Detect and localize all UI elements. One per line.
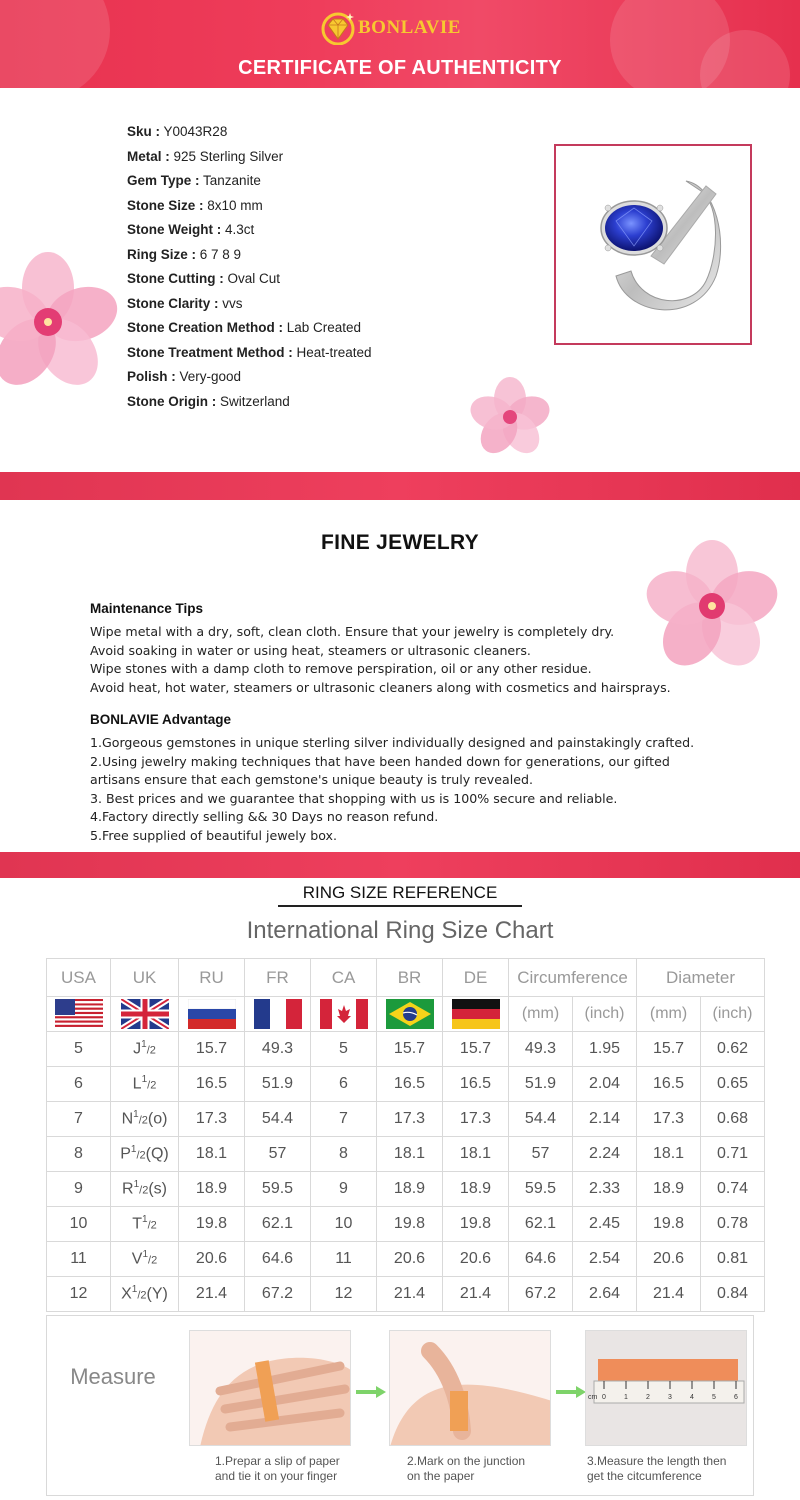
spec-label: Stone Cutting : bbox=[127, 271, 224, 286]
uk-size-alt: (Q) bbox=[145, 1145, 169, 1163]
advantage-heading: BONLAVIE Advantage bbox=[90, 712, 232, 727]
flag-cell bbox=[443, 997, 509, 1032]
table-cell: 18.9 bbox=[637, 1172, 701, 1207]
table-cell: 19.8 bbox=[443, 1207, 509, 1242]
spec-label: Sku : bbox=[127, 124, 161, 139]
table-row bbox=[47, 1102, 765, 1137]
half-numerator: 1 bbox=[133, 1109, 139, 1121]
spec-list bbox=[127, 120, 372, 414]
flag-cell bbox=[311, 997, 377, 1032]
half-numerator: 1 bbox=[141, 1039, 147, 1051]
table-cell: 7 bbox=[311, 1102, 377, 1137]
text-line: Avoid soaking in water or using heat, steamers or ultrasonic cleaners. bbox=[90, 642, 531, 658]
table-row bbox=[47, 1207, 765, 1242]
fine-jewelry-title: FINE JEWELRY bbox=[320, 531, 479, 554]
table-cell: 49.3 bbox=[509, 1032, 573, 1067]
table-cell: 7 bbox=[47, 1102, 111, 1137]
table-cell: 8 bbox=[47, 1137, 111, 1172]
half-numerator: 1 bbox=[130, 1144, 137, 1156]
half-numerator: 1 bbox=[133, 1179, 140, 1191]
table-cell: 0.78 bbox=[701, 1207, 765, 1242]
measure-step-1-caption bbox=[215, 1454, 340, 1484]
russia-flag-icon bbox=[188, 999, 236, 1029]
uk-size-cell bbox=[111, 1032, 179, 1067]
spec-row bbox=[127, 169, 372, 194]
table-cell: 0.84 bbox=[701, 1277, 765, 1312]
table-cell: 15.7 bbox=[637, 1032, 701, 1067]
measure-step-3-caption bbox=[587, 1454, 726, 1484]
table-cell: 2.54 bbox=[573, 1242, 637, 1277]
table-cell: 16.5 bbox=[377, 1067, 443, 1102]
spec-row bbox=[127, 267, 372, 292]
table-row bbox=[47, 1242, 765, 1277]
spec-value: Switzerland bbox=[216, 393, 290, 409]
table-cell: 2.24 bbox=[573, 1137, 637, 1172]
table-cell: 16.5 bbox=[179, 1067, 245, 1102]
table-row bbox=[47, 1067, 765, 1102]
table-cell: 0.74 bbox=[701, 1172, 765, 1207]
measure-section bbox=[46, 1315, 754, 1496]
spec-row bbox=[127, 292, 372, 317]
spec-value: 6 7 8 9 bbox=[196, 246, 242, 262]
header-banner bbox=[0, 0, 800, 88]
uk-size-letter: N bbox=[121, 1110, 134, 1128]
table-cell: 19.8 bbox=[179, 1207, 245, 1242]
uk-size-letter: J bbox=[133, 1040, 142, 1058]
table-cell: 16.5 bbox=[443, 1067, 509, 1102]
table-cell: 0.71 bbox=[701, 1137, 765, 1172]
table-cell: 20.6 bbox=[443, 1242, 509, 1277]
table-header-row bbox=[47, 959, 765, 997]
spec-value: 4.3ct bbox=[221, 222, 255, 237]
column-header: DE bbox=[443, 959, 509, 997]
certificate-title: CERTIFICATE OF AUTHENTICITY bbox=[238, 57, 562, 79]
ruler-tick: 1 bbox=[624, 1394, 628, 1401]
ruler-tick: 6 bbox=[734, 1394, 738, 1401]
spec-label: Stone Size : bbox=[127, 197, 204, 213]
table-cell: 21.4 bbox=[637, 1277, 701, 1312]
table-cell: 20.6 bbox=[179, 1242, 245, 1277]
text-line: artisans ensure that each gemstone's unique beauty is truly revealed. bbox=[90, 772, 533, 788]
table-cell: 0.65 bbox=[701, 1067, 765, 1102]
table-cell: 21.4 bbox=[179, 1277, 245, 1312]
canada-flag-icon bbox=[320, 999, 368, 1029]
table-cell: 2.04 bbox=[573, 1067, 637, 1102]
table-cell: 2.64 bbox=[573, 1277, 637, 1312]
flag-cell bbox=[245, 997, 311, 1032]
table-cell: 21.4 bbox=[377, 1277, 443, 1312]
text-line: 3. Best prices and we guarantee that shopping with us is 100% secure and reliable. bbox=[90, 790, 618, 806]
spec-row bbox=[127, 390, 372, 415]
ring-product-image bbox=[556, 146, 750, 343]
measure-label: Measure bbox=[70, 1364, 156, 1389]
uk-size-letter: T bbox=[132, 1215, 143, 1233]
column-header: USA bbox=[47, 959, 111, 997]
spec-label: Stone Weight : bbox=[127, 222, 222, 237]
caption-line: 1.Prepar a slip of paper bbox=[215, 1454, 340, 1468]
spec-value: Tanzanite bbox=[199, 173, 261, 188]
ruler-tick: 5 bbox=[712, 1394, 716, 1401]
table-cell: 18.1 bbox=[179, 1137, 245, 1172]
column-header: UK bbox=[111, 959, 179, 997]
flag-cell bbox=[47, 997, 111, 1032]
text-line: 2.Using jewelry making techniques that have been handed down for generations, our gifted bbox=[90, 753, 670, 769]
table-cell: 6 bbox=[311, 1067, 377, 1102]
spec-value: Heat-treated bbox=[292, 344, 372, 360]
ring-size-reference-title: RING SIZE REFERENCE bbox=[278, 883, 522, 907]
spec-value: 925 Sterling Silver bbox=[169, 148, 284, 164]
half-denominator: /2 bbox=[139, 1184, 149, 1197]
germany-flag-icon bbox=[452, 999, 500, 1029]
table-cell: 64.6 bbox=[245, 1242, 311, 1277]
mark-paper-icon bbox=[390, 1331, 551, 1446]
text-line: Wipe metal with a dry, soft, clean cloth. Ensure that your jewelry is completely dry. bbox=[90, 624, 615, 639]
table-cell: 17.3 bbox=[179, 1102, 245, 1137]
caption-line: 3.Measure the length then bbox=[587, 1454, 727, 1468]
ruler-tick: 0 bbox=[602, 1394, 606, 1401]
half-denominator: /2 bbox=[147, 1079, 157, 1092]
table-cell: 9 bbox=[47, 1172, 111, 1207]
ruler-unit: cm bbox=[588, 1394, 598, 1401]
table-cell: 11 bbox=[47, 1242, 111, 1277]
pink-flower-decoration-icon bbox=[0, 250, 120, 390]
maintenance-heading: Maintenance Tips bbox=[90, 601, 204, 616]
table-cell: 5 bbox=[311, 1032, 377, 1067]
table-cell: 49.3 bbox=[245, 1032, 311, 1067]
uk-size-cell bbox=[111, 1242, 179, 1277]
brazil-flag-icon bbox=[386, 999, 434, 1029]
measure-step-3-image bbox=[585, 1330, 747, 1446]
table-cell: 59.5 bbox=[509, 1172, 573, 1207]
table-row bbox=[47, 1172, 765, 1207]
table-row bbox=[47, 1032, 765, 1067]
unit-header: (mm) bbox=[509, 997, 573, 1032]
spec-value: 8x10 mm bbox=[203, 197, 263, 213]
table-cell: 54.4 bbox=[245, 1102, 311, 1137]
uk-size-cell bbox=[111, 1137, 179, 1172]
table-cell: 10 bbox=[47, 1207, 111, 1242]
flag-cell bbox=[179, 997, 245, 1032]
table-cell: 19.8 bbox=[377, 1207, 443, 1242]
measure-step-1-image bbox=[189, 1330, 351, 1446]
flag-cell bbox=[377, 997, 443, 1032]
unit-header: (inch) bbox=[573, 997, 637, 1032]
advantage-list bbox=[90, 734, 694, 846]
table-cell: 18.1 bbox=[637, 1137, 701, 1172]
spec-row bbox=[127, 243, 372, 268]
brand-name: BONLAVIE bbox=[358, 17, 461, 38]
spec-label: Metal : bbox=[127, 148, 170, 164]
chart-title: International Ring Size Chart bbox=[246, 917, 554, 944]
half-denominator: /2 bbox=[138, 1114, 148, 1127]
ruler-tick: 2 bbox=[646, 1394, 650, 1401]
spec-value: Lab Created bbox=[283, 320, 362, 335]
hand-wrap-paper-icon bbox=[190, 1331, 351, 1446]
spec-label: Stone Creation Method : bbox=[127, 320, 283, 335]
column-header: Diameter bbox=[637, 959, 765, 997]
column-header: Circumference bbox=[509, 959, 637, 997]
half-denominator: /2 bbox=[146, 1044, 156, 1057]
table-cell: 6 bbox=[47, 1067, 111, 1102]
table-cell: 12 bbox=[311, 1277, 377, 1312]
unit-header: (inch) bbox=[701, 997, 765, 1032]
small-flower-decoration-icon bbox=[465, 372, 555, 462]
text-line: 1.Gorgeous gemstones in unique sterling silver individually designed and painstakingly crafted. bbox=[90, 735, 695, 750]
spec-label: Polish : bbox=[127, 369, 176, 384]
table-cell: 67.2 bbox=[245, 1277, 311, 1312]
table-cell: 2.14 bbox=[573, 1102, 637, 1137]
uk-size-letter: P bbox=[120, 1145, 131, 1163]
uk-size-cell bbox=[111, 1277, 179, 1312]
uk-flag-icon bbox=[121, 999, 169, 1029]
ruler-tick: 4 bbox=[690, 1394, 694, 1401]
table-cell: 18.1 bbox=[377, 1137, 443, 1172]
spec-value: Oval Cut bbox=[223, 271, 281, 286]
uk-size-letter: X bbox=[121, 1285, 132, 1303]
uk-size-cell bbox=[111, 1207, 179, 1242]
uk-size-letter: R bbox=[122, 1180, 134, 1198]
table-cell: 15.7 bbox=[179, 1032, 245, 1067]
product-image-frame bbox=[554, 144, 752, 345]
ruler-tick: 3 bbox=[668, 1394, 672, 1401]
maintenance-tips bbox=[90, 623, 671, 697]
spec-row bbox=[127, 341, 372, 366]
table-cell: 19.8 bbox=[637, 1207, 701, 1242]
caption-line: get the citcumference bbox=[587, 1469, 702, 1483]
divider-banner-bottom bbox=[0, 852, 800, 878]
uk-size-alt: (s) bbox=[148, 1180, 167, 1198]
table-cell: 59.5 bbox=[245, 1172, 311, 1207]
half-numerator: 1 bbox=[142, 1214, 148, 1226]
table-cell: 17.3 bbox=[637, 1102, 701, 1137]
table-cell: 64.6 bbox=[509, 1242, 573, 1277]
uk-size-cell bbox=[111, 1102, 179, 1137]
table-cell: 1.95 bbox=[573, 1032, 637, 1067]
table-cell: 54.4 bbox=[509, 1102, 573, 1137]
half-numerator: 1 bbox=[131, 1284, 138, 1296]
table-row bbox=[47, 1277, 765, 1312]
flag-cell bbox=[111, 997, 179, 1032]
spec-label: Ring Size : bbox=[127, 246, 197, 262]
uk-size-letter: V bbox=[131, 1250, 143, 1268]
text-line: Avoid heat, hot water, steamers or ultrasonic cleaners along with cosmetics and hairsprays. bbox=[90, 679, 671, 695]
half-numerator: 1 bbox=[142, 1249, 149, 1261]
divider-banner bbox=[0, 472, 800, 500]
half-denominator: /2 bbox=[148, 1254, 158, 1267]
table-cell: 15.7 bbox=[443, 1032, 509, 1067]
brand-logo bbox=[320, 8, 461, 48]
table-cell: 62.1 bbox=[245, 1207, 311, 1242]
half-numerator: 1 bbox=[141, 1074, 148, 1086]
usa-flag-icon bbox=[55, 999, 103, 1029]
caption-line: and tie it on your finger bbox=[215, 1469, 338, 1483]
table-cell: 51.9 bbox=[509, 1067, 573, 1102]
spec-row bbox=[127, 365, 372, 390]
measure-step-2-caption bbox=[407, 1454, 525, 1484]
ruler-icon bbox=[586, 1331, 747, 1446]
table-cell: 18.9 bbox=[443, 1172, 509, 1207]
table-cell: 11 bbox=[311, 1242, 377, 1277]
spec-row bbox=[127, 120, 372, 145]
table-cell: 67.2 bbox=[509, 1277, 573, 1312]
uk-size-cell bbox=[111, 1172, 179, 1207]
table-cell: 17.3 bbox=[443, 1102, 509, 1137]
table-cell: 57 bbox=[509, 1137, 573, 1172]
spec-row bbox=[127, 194, 372, 219]
spec-label: Stone Clarity : bbox=[127, 295, 219, 311]
table-cell: 18.1 bbox=[443, 1137, 509, 1172]
half-denominator: /2 bbox=[147, 1219, 157, 1232]
table-cell: 0.68 bbox=[701, 1102, 765, 1137]
arrow-right-icon bbox=[556, 1386, 586, 1398]
spec-label: Stone Treatment Method : bbox=[127, 344, 293, 360]
uk-size-letter: L bbox=[132, 1075, 142, 1093]
half-denominator: /2 bbox=[136, 1149, 146, 1162]
ring-size-table bbox=[46, 958, 765, 1312]
spec-row bbox=[127, 145, 372, 170]
table-cell: 9 bbox=[311, 1172, 377, 1207]
table-cell: 0.81 bbox=[701, 1242, 765, 1277]
table-cell: 62.1 bbox=[509, 1207, 573, 1242]
table-cell: 20.6 bbox=[377, 1242, 443, 1277]
spec-value: vvs bbox=[218, 295, 243, 311]
france-flag-icon bbox=[254, 999, 302, 1029]
uk-size-alt: (o) bbox=[147, 1110, 168, 1128]
text-line: 5.Free supplied of beautiful jewely box. bbox=[90, 827, 337, 843]
table-cell: 2.45 bbox=[573, 1207, 637, 1242]
flag-row bbox=[47, 997, 765, 1032]
unit-header: (mm) bbox=[637, 997, 701, 1032]
uk-size-alt: (Y) bbox=[146, 1285, 168, 1303]
table-cell: 16.5 bbox=[637, 1067, 701, 1102]
table-cell: 51.9 bbox=[245, 1067, 311, 1102]
table-cell: 21.4 bbox=[443, 1277, 509, 1312]
table-cell: 2.33 bbox=[573, 1172, 637, 1207]
table-cell: 10 bbox=[311, 1207, 377, 1242]
table-cell: 17.3 bbox=[377, 1102, 443, 1137]
column-header: BR bbox=[377, 959, 443, 997]
measure-step-2-image bbox=[389, 1330, 551, 1446]
diamond-logo-icon bbox=[320, 11, 356, 45]
spec-row bbox=[127, 316, 372, 341]
caption-line: on the paper bbox=[407, 1469, 475, 1483]
table-cell: 5 bbox=[47, 1032, 111, 1067]
table-cell: 15.7 bbox=[377, 1032, 443, 1067]
uk-size-cell bbox=[111, 1067, 179, 1102]
table-cell: 20.6 bbox=[637, 1242, 701, 1277]
column-header: CA bbox=[311, 959, 377, 997]
table-cell: 0.62 bbox=[701, 1032, 765, 1067]
text-line: Wipe stones with a damp cloth to remove perspiration, oil or any other residue. bbox=[90, 661, 592, 677]
table-row bbox=[47, 1137, 765, 1172]
text-line: 4.Factory directly selling && 30 Days no reason refund. bbox=[90, 809, 439, 825]
column-header: RU bbox=[179, 959, 245, 997]
spec-value: Very-good bbox=[175, 369, 242, 384]
spec-label: Stone Origin : bbox=[127, 393, 217, 409]
half-denominator: /2 bbox=[137, 1289, 147, 1302]
caption-line: 2.Mark on the junction bbox=[407, 1454, 526, 1468]
table-cell: 18.9 bbox=[179, 1172, 245, 1207]
arrow-right-icon bbox=[356, 1386, 386, 1398]
table-cell: 18.9 bbox=[377, 1172, 443, 1207]
table-cell: 8 bbox=[311, 1137, 377, 1172]
table-cell: 57 bbox=[245, 1137, 311, 1172]
table-cell: 12 bbox=[47, 1277, 111, 1312]
column-header: FR bbox=[245, 959, 311, 997]
spec-row bbox=[127, 218, 372, 243]
spec-value: Y0043R28 bbox=[160, 124, 228, 139]
spec-label: Gem Type : bbox=[127, 173, 200, 188]
